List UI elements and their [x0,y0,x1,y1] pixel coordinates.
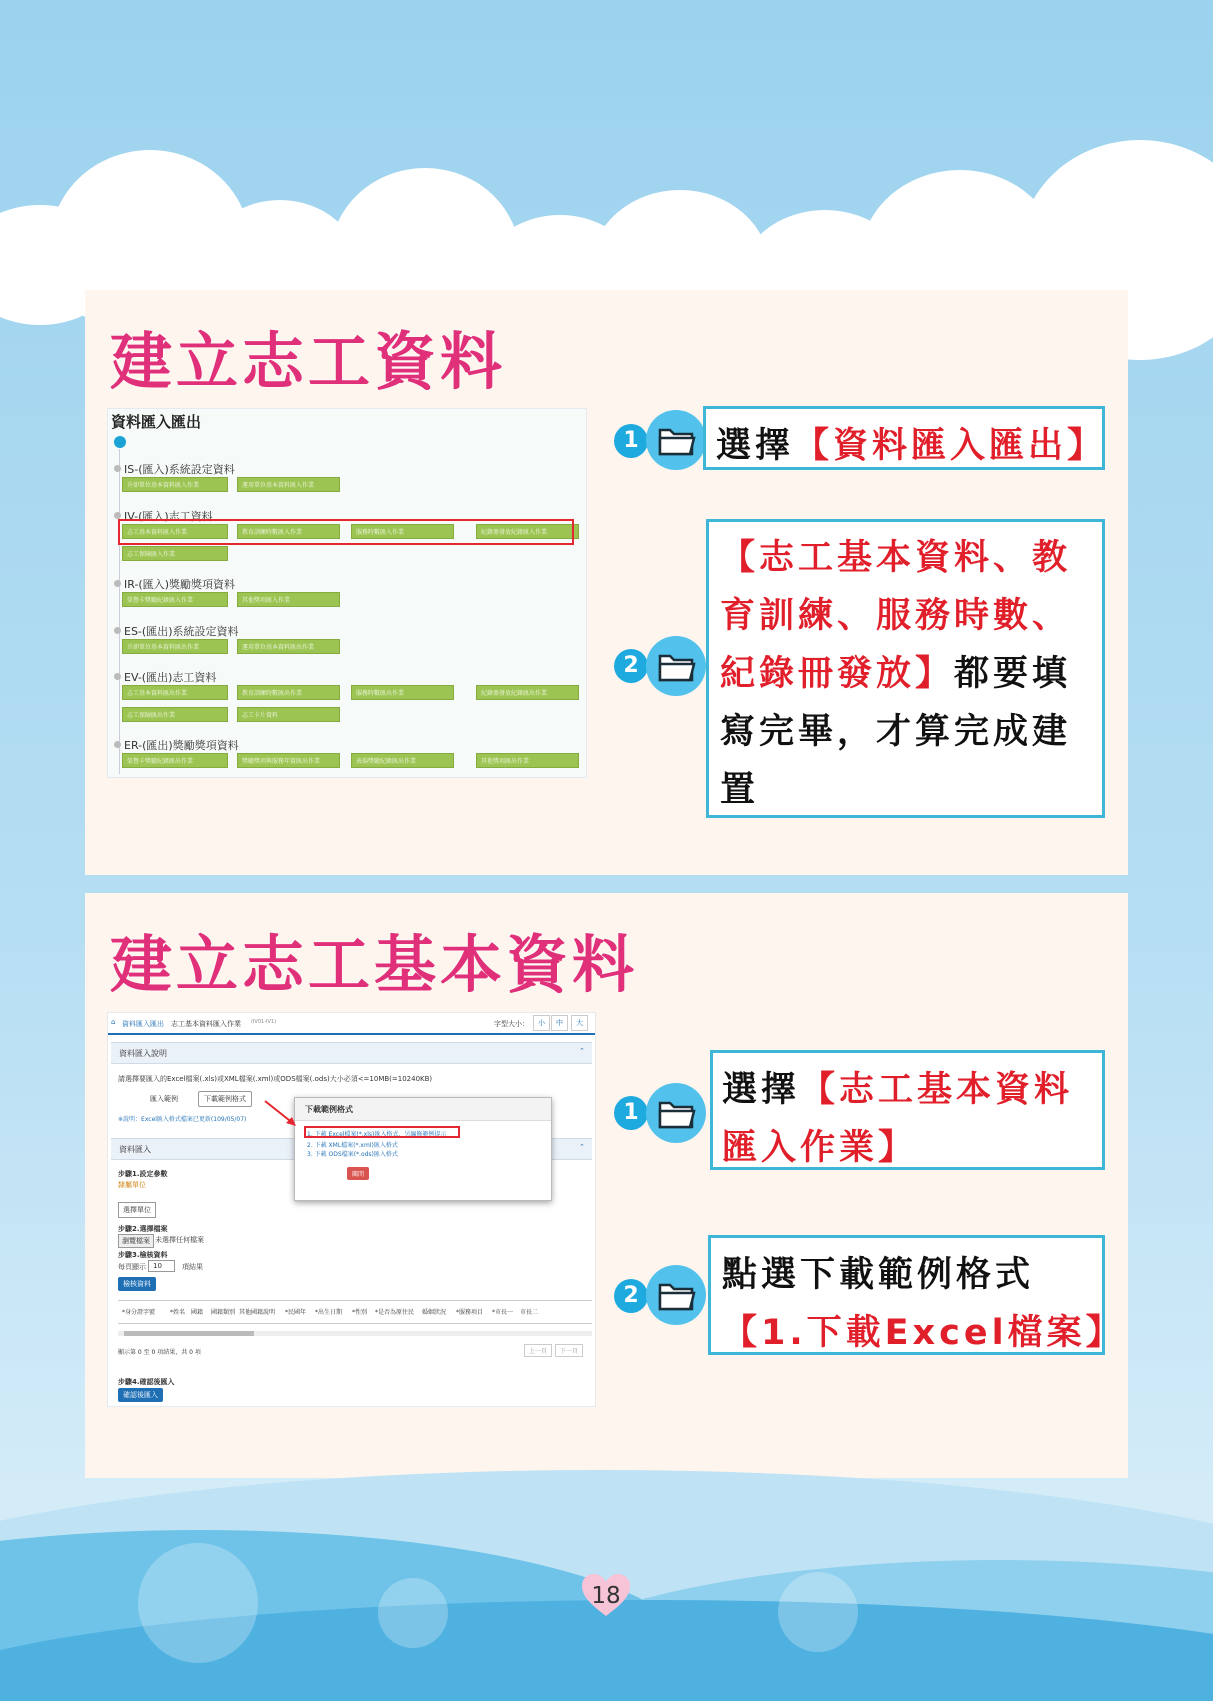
chevron-up-icon[interactable]: ⌃ [579,1143,585,1151]
group-button[interactable]: 服務時數匯出作業 [351,685,454,700]
section2-screenshot [107,1012,596,1407]
section1-title: 建立志工資料 [110,325,507,398]
tree-root-dot [114,436,126,448]
step4-label: 步驟4.確認後匯入 [118,1378,175,1386]
font-size-label: 字型大小： [494,1020,529,1028]
column-header[interactable]: 婚姻狀況 [422,1309,447,1316]
confirm-import-button[interactable]: 確認後匯入 [118,1388,163,1402]
breadcrumb-current: 志工基本資料匯入作業 [171,1020,241,1028]
import-title: 資料匯入 [119,1145,151,1154]
font-size-small[interactable]: 小 [533,1015,550,1031]
group-title: IS-(匯入)系統設定資料 [124,463,235,476]
group-button[interactable]: 其他獎項匯出作業 [476,753,579,768]
table-summary: 顯示第 0 至 0 項結果，共 0 項 [118,1349,201,1356]
group-button[interactable]: 教育訓練時數匯出作業 [237,685,340,700]
group-button[interactable]: 志工保險匯出作業 [122,707,228,722]
group-title: EV-(匯出)志工資料 [124,671,217,684]
column-header[interactable]: 國籍 [191,1309,204,1316]
folder-icon [646,636,706,696]
group-button[interactable]: 表揚獎勵紀錄匯出作業 [351,753,454,768]
folder-icon [646,410,706,470]
group-button[interactable]: 紀錄冊發放紀錄匯入作業 [476,524,579,539]
group-title: ER-(匯出)獎勵獎項資料 [124,739,239,752]
step-number-badge: 1 [614,1096,648,1130]
group-button[interactable]: 升卻單位基本資料匯入作業 [122,477,228,492]
group-button[interactable]: 其他獎項匯入作業 [237,592,340,607]
group-button[interactable]: 志工基本資料匯入作業 [122,524,228,539]
step-number-badge: 2 [614,1279,648,1313]
folder-icon [646,1265,706,1325]
column-header[interactable]: 市長二 [520,1309,539,1316]
column-header[interactable]: *市長一 [492,1309,514,1316]
section1-screenshot [107,408,587,778]
group-button[interactable]: 教育訓練時數匯入作業 [237,524,340,539]
download-example-button[interactable]: 下載範例格式 [198,1091,252,1107]
table-scrollbar[interactable] [118,1331,592,1336]
group-button[interactable]: 運用單位基本資料匯出作業 [237,639,340,654]
browse-button[interactable]: 瀏覽檔案 [118,1234,154,1248]
download-example-modal [294,1097,552,1201]
column-header[interactable]: *服務項目 [456,1309,484,1316]
note-text: ※說明：Excel匯入格式檔案已更新(109/05/07) [118,1116,247,1123]
import-desc-header[interactable] [111,1042,592,1064]
callout-text [716,418,1106,468]
group-title: ES-(匯出)系統設定資料 [124,625,239,638]
breadcrumb-home[interactable]: 資料匯入匯出 [122,1020,164,1028]
step-number-badge: 1 [614,424,648,458]
modal-link-ods[interactable]: 3. 下載 ODS檔案(*.ods)匯入格式 [307,1151,398,1158]
group-button[interactable]: 榮譽卡獎勵紀錄匯出作業 [122,753,228,768]
data-table-header [118,1300,592,1324]
per-page-unit: 項結果 [182,1263,203,1271]
step-number-badge: 2 [614,649,648,683]
callout-highlight: 【資料匯入匯出】 [794,426,1107,466]
group-button[interactable]: 志工保險匯入作業 [122,546,228,561]
screenshot-header: 資料匯入匯出 [111,413,202,431]
group-button[interactable]: 榮譽卡獎勵紀錄匯入作業 [122,592,228,607]
section2-title: 建立志工基本資料 [110,928,639,1001]
home-icon[interactable]: ⌂ [111,1018,116,1026]
check-data-button[interactable]: 檢核資料 [118,1277,156,1291]
step2-label: 步驟2.選擇檔案 [118,1225,168,1233]
column-header[interactable]: *性別 [352,1309,368,1316]
next-page-button[interactable]: 下一頁 [555,1344,583,1357]
highlight-box [304,1126,460,1138]
column-header[interactable]: *出生日期 [315,1309,343,1316]
column-header[interactable]: *姓名 [170,1309,186,1316]
group-button[interactable]: 獎勵獎項與服務年資匯出作業 [237,753,340,768]
import-desc-title: 資料匯入說明 [119,1049,167,1058]
callout-line: 【志工基本資料、教 [720,538,1072,578]
font-size-medium[interactable]: 中 [551,1015,568,1031]
callout-line: 匯入作業】 [722,1128,918,1168]
chevron-up-icon[interactable]: ⌃ [579,1047,585,1055]
callout-line: 紀錄冊發放】都要填 [720,654,1072,694]
callout-line: 寫完畢，才算完成建 [720,712,1072,752]
highlight-box [118,519,574,545]
modal-link-excel[interactable]: 1. 下載 Excel檔案(*.xls)匯入格式，另編修範例提示 [307,1131,447,1138]
group-button[interactable]: 志工基本資料匯出作業 [122,685,228,700]
callout-line: 點選下載範例格式 [722,1255,1035,1295]
group-title: IV-(匯入)志工資料 [124,510,213,523]
step1-value: 隸屬單位 [118,1181,146,1189]
column-header[interactable]: *民國年 [285,1309,307,1316]
callout-prefix: 選擇 [716,426,795,466]
page-number: 18 [591,1583,621,1609]
per-page-label: 每頁顯示 [118,1263,146,1271]
breadcrumb-code: (IV01-IV1) [251,1019,277,1025]
prev-page-button[interactable]: 上一頁 [524,1344,552,1357]
font-size-large[interactable]: 大 [571,1015,588,1031]
group-title: IR-(匯入)獎勵獎項資料 [124,578,235,591]
modal-close-button[interactable]: 關閉 [347,1167,369,1180]
per-page-select[interactable]: 10 [148,1260,175,1272]
modal-link-xml[interactable]: 2. 下載 XML檔案(*.xml)匯入格式 [307,1142,398,1149]
callout-line: 選擇【志工基本資料 [722,1070,1074,1110]
group-button[interactable]: 服務時數匯入作業 [351,524,454,539]
group-button[interactable]: 升卻單位基本資料匯出作業 [122,639,228,654]
red-arrow-icon [262,1098,302,1130]
column-header[interactable]: *是否為原住民 [375,1309,415,1316]
callout-line: 育訓練、服務時數、 [720,596,1072,636]
modal-title: 下載範例格式 [305,1105,353,1114]
step1-label: 步驟1.設定參數 [118,1170,168,1178]
folder-icon [646,1083,706,1143]
callout-line: 【1.下載Excel檔案】 [722,1313,1125,1353]
import-desc-text: 請選擇要匯入的Excel檔案(.xls)或XML檔案(.xml)或ODS檔案(.ods)大小必須<=10MB(=10240KB) [118,1075,433,1083]
callout-line: 置 [720,770,760,810]
column-header[interactable]: 其他國籍說明 [239,1309,276,1316]
select-unit-button[interactable]: 選擇單位 [118,1202,156,1218]
group-button[interactable]: 志工卡片資料 [237,707,340,722]
column-header[interactable]: *身分證字號 [122,1309,156,1316]
group-button[interactable]: 運用單位基本資料匯入作業 [237,477,340,492]
step3-label: 步驟3.檢核資料 [118,1251,168,1259]
no-file-text: 未選擇任何檔案 [155,1236,204,1244]
group-button[interactable]: 紀錄冊發放紀錄匯出作業 [476,685,579,700]
example-label: 匯入範例 [150,1095,178,1103]
column-header[interactable]: 國籍類別 [211,1309,236,1316]
